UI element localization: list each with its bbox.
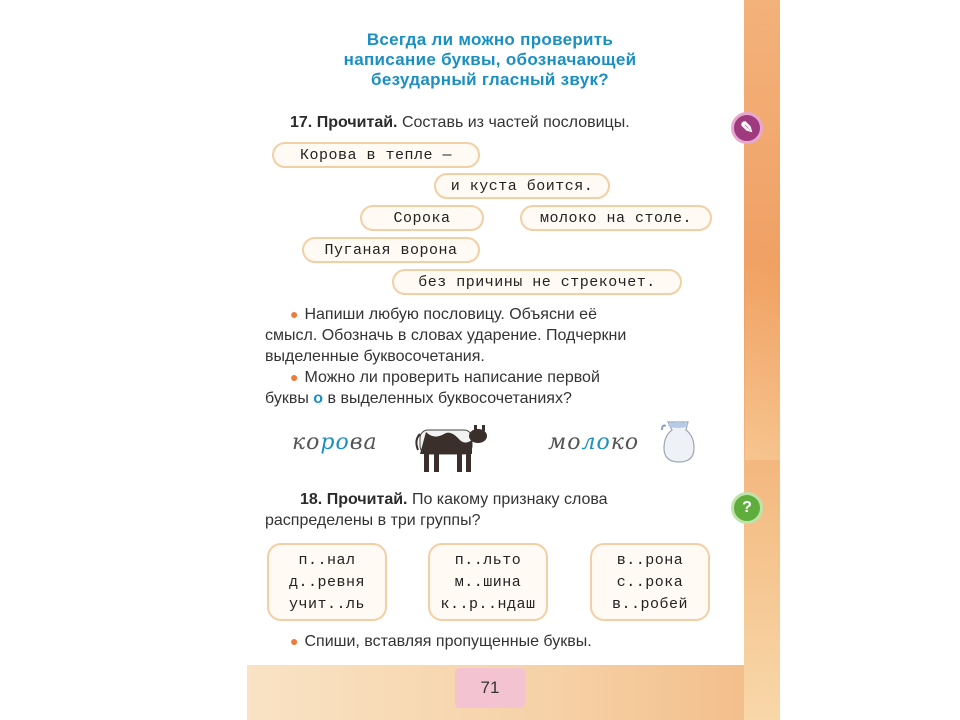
word-group-1: [267, 543, 387, 621]
page-title: [290, 30, 690, 90]
milk-jug-illustration: [660, 418, 698, 466]
word: п..льто: [454, 551, 522, 569]
cow-illustration: [412, 420, 492, 475]
word: к..р..ндаш: [440, 595, 536, 613]
proverb-part: и куста боится.: [434, 173, 610, 199]
task-18-text-line2: распределены в три группы?: [265, 512, 481, 529]
title-line: Всегда ли можно проверить: [366, 30, 614, 49]
title-line: написание буквы, обозначающей: [343, 50, 637, 69]
question-icon: ?: [731, 492, 763, 524]
word: в..робей: [611, 595, 688, 613]
task-verb: Прочитай.: [316, 114, 398, 131]
question-bullet: ● Можно ли проверить написание первой: [290, 369, 600, 386]
task-18-heading: [300, 490, 608, 510]
task-text: По какому признаку слова: [411, 491, 608, 508]
script-word-cow: корова: [292, 430, 378, 455]
word-group-3: [590, 543, 710, 621]
title-line: безударный гласный звук?: [371, 70, 609, 89]
task-text: Составь из частей пословицы.: [401, 114, 630, 131]
task-number: 17.: [290, 114, 313, 131]
word: учит..ль: [288, 595, 365, 613]
bullet-dot: ●: [290, 369, 299, 385]
word: д..ревня: [288, 573, 365, 591]
proverb-part: Корова в тепле —: [272, 142, 480, 168]
pencil-icon: ✎: [731, 112, 763, 144]
instruction-line: выделенные буквосочетания.: [265, 348, 485, 365]
script-word-milk: молоко: [548, 430, 640, 455]
copy-instruction: ● Спиши, вставляя пропущенные буквы.: [290, 633, 592, 650]
proverb-part: Сорока: [360, 205, 484, 231]
task-verb: Прочитай.: [326, 491, 408, 508]
proverb-part: Пуганая ворона: [302, 237, 480, 263]
instruction-bullet: ● Напиши любую пословицу. Объясни её: [290, 306, 597, 323]
question-line: буквы о в выделенных буквосочетаниях?: [265, 390, 572, 407]
bullet-dot: ●: [290, 306, 299, 322]
word: в..рона: [616, 551, 684, 569]
page-number: 71: [455, 668, 525, 708]
bullet-dot: ●: [290, 633, 299, 649]
highlighted-letter: о: [313, 390, 324, 407]
task-number: 18.: [300, 491, 323, 508]
word-group-2: [428, 543, 548, 621]
proverb-part: молоко на столе.: [520, 205, 712, 231]
instruction-line: смысл. Обозначь в словах ударение. Подчеркни: [265, 327, 627, 344]
word: с..рока: [616, 573, 684, 591]
decorative-side-block: [745, 260, 780, 460]
task-17-heading: [290, 113, 630, 133]
word: м..шина: [454, 573, 522, 591]
word: п..нал: [298, 551, 356, 569]
proverb-part: без причины не стрекочет.: [392, 269, 682, 295]
